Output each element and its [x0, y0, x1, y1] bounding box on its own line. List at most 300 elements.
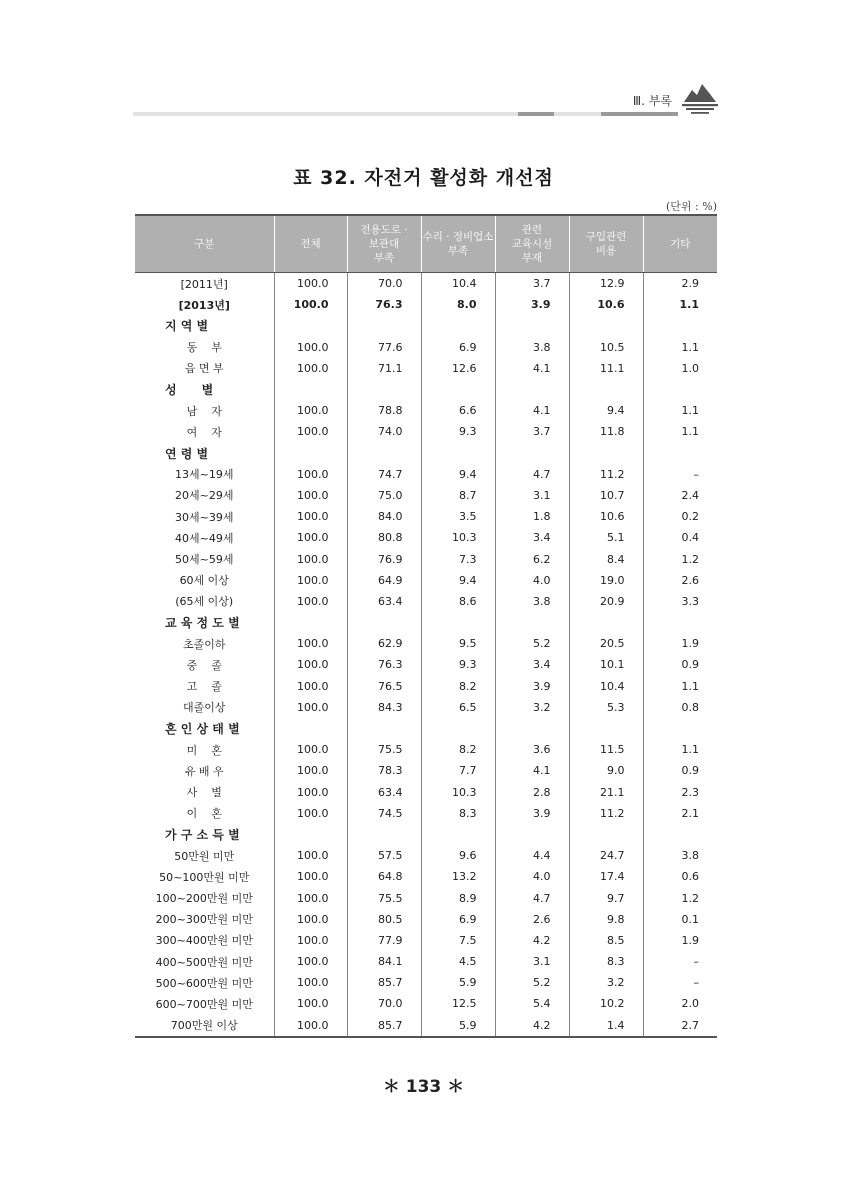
table-cell: 84.0	[347, 506, 421, 527]
table-cell: 100.0	[274, 570, 347, 591]
table-cell: 8.4	[569, 548, 643, 569]
table-cell: 3.1	[495, 951, 569, 972]
table-cell: 0.8	[643, 697, 717, 718]
table-cell: 1.1	[643, 337, 717, 358]
column-header: 관련 교육시설 부재	[495, 215, 569, 273]
table-cell	[347, 612, 421, 633]
table-cell: 2.1	[643, 803, 717, 824]
table-cell: 2.8	[495, 782, 569, 803]
table-cell: 100.0	[274, 782, 347, 803]
table-cell: 100.0	[274, 993, 347, 1014]
table-title: 표 32. 자전거 활성화 개선점	[293, 167, 554, 189]
table-cell: 4.1	[495, 400, 569, 421]
row-label: 초졸이하	[182, 637, 226, 651]
table-cell	[495, 824, 569, 845]
table-cell: 3.8	[643, 845, 717, 866]
table-cell: 21.1	[569, 782, 643, 803]
table-cell: 100.0	[274, 866, 347, 887]
table-cell: 100.0	[274, 337, 347, 358]
table-cell: 1.1	[643, 676, 717, 697]
row-label: 미 혼	[186, 743, 222, 757]
table-row	[135, 294, 717, 315]
table-cell: 6.5	[421, 697, 495, 718]
table-cell: 7.7	[421, 760, 495, 781]
table-cell: 8.3	[421, 803, 495, 824]
table-row	[135, 972, 717, 993]
table-cell: 1.9	[643, 930, 717, 951]
table-cell: 3.9	[495, 294, 569, 315]
column-header: 전체	[274, 215, 347, 273]
column-header: 구입관련 비용	[569, 215, 643, 273]
table-cell: 20.9	[569, 591, 643, 612]
table-cell: –	[643, 464, 717, 485]
table-cell: 70.0	[347, 273, 421, 295]
group-row	[135, 612, 717, 633]
table-cell: 5.2	[495, 633, 569, 654]
table-cell	[495, 379, 569, 400]
table-cell: 6.6	[421, 400, 495, 421]
table-cell: 11.2	[569, 803, 643, 824]
header-row	[135, 215, 717, 273]
table-cell: 1.1	[643, 294, 717, 315]
table-cell: 100.0	[274, 930, 347, 951]
table-cell: 100.0	[274, 548, 347, 569]
table-row	[135, 760, 717, 781]
table-row	[135, 676, 717, 697]
section-label: Ⅲ. 부록	[632, 94, 672, 108]
group-label: 성 별	[165, 383, 214, 398]
table-cell	[347, 443, 421, 464]
table-cell: 4.1	[495, 358, 569, 379]
table-cell: 2.6	[643, 570, 717, 591]
table-row	[135, 739, 717, 760]
table-cell: 6.9	[421, 337, 495, 358]
row-label: 60세 이상	[179, 574, 229, 588]
table-cell: 12.6	[421, 358, 495, 379]
table-cell: 7.5	[421, 930, 495, 951]
table-cell: 2.7	[643, 1015, 717, 1037]
row-label: 고 졸	[186, 680, 222, 694]
table-row	[135, 909, 717, 930]
table-cell: 74.7	[347, 464, 421, 485]
row-label: 50세~59세	[175, 553, 234, 567]
table-cell	[347, 315, 421, 336]
table-cell	[274, 612, 347, 633]
table-cell: 100.0	[274, 654, 347, 675]
table-cell: 10.2	[569, 993, 643, 1014]
group-label: 지 역 별	[165, 319, 209, 334]
table-cell	[643, 612, 717, 633]
table-cell: 62.9	[347, 633, 421, 654]
table-cell: 4.2	[495, 930, 569, 951]
row-label: 이 혼	[186, 807, 222, 821]
table-cell: 64.8	[347, 866, 421, 887]
table-row	[135, 803, 717, 824]
table-cell: 1.9	[643, 633, 717, 654]
table-cell	[347, 379, 421, 400]
table-row	[135, 654, 717, 675]
table-cell: 4.2	[495, 1015, 569, 1037]
table-cell: 1.1	[643, 400, 717, 421]
table-cell: 1.1	[643, 421, 717, 442]
table-cell: 84.1	[347, 951, 421, 972]
table-cell: 76.3	[347, 654, 421, 675]
table-cell: 10.5	[569, 337, 643, 358]
table-cell: 3.8	[495, 337, 569, 358]
table-cell: 5.1	[569, 527, 643, 548]
row-label: 40세~49세	[175, 531, 234, 545]
table-cell: 9.4	[421, 464, 495, 485]
table-cell: 70.0	[347, 993, 421, 1014]
table-cell: 1.0	[643, 358, 717, 379]
header-rule-accent	[601, 112, 678, 116]
table-cell: 100.0	[274, 485, 347, 506]
table-cell: 8.3	[569, 951, 643, 972]
table-cell: 5.4	[495, 993, 569, 1014]
table-row	[135, 951, 717, 972]
table-cell: 11.8	[569, 421, 643, 442]
row-label: 20세~29세	[175, 489, 234, 503]
table-cell: 64.9	[347, 570, 421, 591]
row-label: 여 자	[186, 425, 222, 439]
data-table	[135, 214, 717, 1038]
table-row	[135, 633, 717, 654]
table-cell: 71.1	[347, 358, 421, 379]
table-cell	[569, 443, 643, 464]
table-cell: 3.7	[495, 421, 569, 442]
row-label: 700만원 이상	[135, 1015, 274, 1037]
table-cell	[569, 718, 643, 739]
table-cell: 75.0	[347, 485, 421, 506]
table-row	[135, 697, 717, 718]
table-cell	[569, 612, 643, 633]
table-cell: 8.7	[421, 485, 495, 506]
table-cell: 4.0	[495, 570, 569, 591]
table-cell: 74.0	[347, 421, 421, 442]
row-label: 중 졸	[186, 658, 222, 672]
table-cell	[495, 718, 569, 739]
table-cell: 2.9	[643, 273, 717, 295]
group-label: 가 구 소 득 별	[165, 827, 240, 842]
table-cell: 2.0	[643, 993, 717, 1014]
table-cell: 3.9	[495, 676, 569, 697]
table-cell: 10.3	[421, 527, 495, 548]
table-cell: 9.6	[421, 845, 495, 866]
row-label: 13세~19세	[175, 468, 234, 482]
table-row	[135, 591, 717, 612]
table-cell	[421, 443, 495, 464]
table-cell: 100.0	[274, 464, 347, 485]
row-label: 30세~39세	[175, 510, 234, 524]
table-cell	[421, 379, 495, 400]
table-cell	[643, 718, 717, 739]
table-cell: 75.5	[347, 887, 421, 908]
table-row	[135, 464, 717, 485]
table-cell: 11.1	[569, 358, 643, 379]
table-cell: 3.8	[495, 591, 569, 612]
table-cell: 0.1	[643, 909, 717, 930]
table-cell	[421, 824, 495, 845]
table-cell	[569, 315, 643, 336]
table-cell: 4.4	[495, 845, 569, 866]
mountain-logo-icon	[680, 80, 720, 120]
table-cell: 100.0	[274, 951, 347, 972]
table-cell: 0.4	[643, 527, 717, 548]
table-cell: 100.0	[274, 273, 347, 295]
table-cell: 77.6	[347, 337, 421, 358]
table-cell: 5.2	[495, 972, 569, 993]
table-cell	[643, 379, 717, 400]
table-cell	[569, 379, 643, 400]
table-cell: 24.7	[569, 845, 643, 866]
table-cell: 8.2	[421, 676, 495, 697]
table-cell: 8.6	[421, 591, 495, 612]
table-cell	[495, 612, 569, 633]
table-cell: 3.2	[495, 697, 569, 718]
unit-note: (단위 : %)	[666, 200, 717, 213]
row-label: 남 자	[186, 404, 222, 418]
table-cell	[495, 443, 569, 464]
table-cell: 5.9	[421, 972, 495, 993]
group-row	[135, 718, 717, 739]
table-cell	[347, 824, 421, 845]
table-cell: 10.6	[569, 506, 643, 527]
table-cell: 78.8	[347, 400, 421, 421]
table-cell: 100.0	[274, 909, 347, 930]
table-cell: 10.4	[421, 273, 495, 295]
table-cell: –	[643, 951, 717, 972]
table-cell	[274, 443, 347, 464]
table-cell: 11.5	[569, 739, 643, 760]
column-header: 기타	[643, 215, 717, 273]
table-cell	[274, 824, 347, 845]
table-cell: 1.8	[495, 506, 569, 527]
table-cell: 1.4	[569, 1015, 643, 1037]
table-cell: 8.5	[569, 930, 643, 951]
table-cell: 9.4	[421, 570, 495, 591]
table-cell: 12.5	[421, 993, 495, 1014]
table-cell: 76.9	[347, 548, 421, 569]
table-cell: 100.0	[274, 294, 347, 315]
table-row	[135, 548, 717, 569]
table-cell: 100.0	[274, 421, 347, 442]
table-cell: 8.9	[421, 887, 495, 908]
table-cell: 19.0	[569, 570, 643, 591]
table-cell: 80.8	[347, 527, 421, 548]
table-row	[135, 400, 717, 421]
table-row	[135, 421, 717, 442]
table-cell: 10.6	[569, 294, 643, 315]
table-cell: 100.0	[274, 1015, 347, 1037]
table-cell: 10.4	[569, 676, 643, 697]
header-rule-accent	[518, 112, 554, 116]
column-header: 전용도로 · 보관대 부족	[347, 215, 421, 273]
table-cell: 3.3	[643, 591, 717, 612]
table-cell: 7.3	[421, 548, 495, 569]
row-label: 500~600만원 미만	[155, 976, 253, 990]
table-row	[135, 782, 717, 803]
row-label: [2011년]	[180, 277, 228, 291]
table-cell: 4.1	[495, 760, 569, 781]
table-cell: 8.2	[421, 739, 495, 760]
table-cell: 0.2	[643, 506, 717, 527]
table-cell: 3.4	[495, 527, 569, 548]
table-cell: 4.7	[495, 887, 569, 908]
table-cell: 3.1	[495, 485, 569, 506]
table-cell: 0.9	[643, 760, 717, 781]
table-cell: 4.7	[495, 464, 569, 485]
table-cell: 0.6	[643, 866, 717, 887]
table-cell	[643, 824, 717, 845]
table-cell: 100.0	[274, 845, 347, 866]
table-row	[135, 570, 717, 591]
row-label: 600~700만원 미만	[155, 997, 253, 1011]
table-cell: 4.0	[495, 866, 569, 887]
group-row	[135, 443, 717, 464]
table-row	[135, 993, 717, 1014]
column-header: 구분	[135, 215, 274, 273]
table-row	[135, 358, 717, 379]
table-cell: 1.2	[643, 548, 717, 569]
table-cell: 1.2	[643, 887, 717, 908]
table-cell	[421, 315, 495, 336]
table-cell: 80.5	[347, 909, 421, 930]
row-label: 100~200만원 미만	[155, 892, 253, 906]
group-label: 교 육 정 도 별	[165, 616, 240, 631]
table-cell: 100.0	[274, 400, 347, 421]
table-cell: 63.4	[347, 782, 421, 803]
table-cell	[421, 718, 495, 739]
table-cell: 4.5	[421, 951, 495, 972]
table-cell: 100.0	[274, 527, 347, 548]
table-cell	[495, 315, 569, 336]
table-cell: 1.1	[643, 739, 717, 760]
table-cell: 100.0	[274, 697, 347, 718]
table-cell: 9.3	[421, 421, 495, 442]
row-label: 50~100만원 미만	[159, 870, 250, 884]
table-cell	[347, 718, 421, 739]
table-row	[135, 1015, 717, 1037]
header-rule	[133, 112, 678, 116]
table-cell: 8.0	[421, 294, 495, 315]
table-cell: 13.2	[421, 866, 495, 887]
group-row	[135, 824, 717, 845]
table-cell: 75.5	[347, 739, 421, 760]
table-cell: 100.0	[274, 676, 347, 697]
row-label: [2013년]	[178, 298, 230, 312]
table-cell: 5.3	[569, 697, 643, 718]
table-body	[135, 273, 717, 1037]
table-row	[135, 866, 717, 887]
table-cell: 74.5	[347, 803, 421, 824]
table-cell: 5.9	[421, 1015, 495, 1037]
table-cell: 9.5	[421, 633, 495, 654]
row-label: 400~500만원 미만	[155, 955, 253, 969]
table-cell: 2.4	[643, 485, 717, 506]
table-cell: 10.7	[569, 485, 643, 506]
table-cell: 9.8	[569, 909, 643, 930]
table-cell: 100.0	[274, 739, 347, 760]
row-label: 읍 면 부	[184, 362, 224, 376]
table-row	[135, 930, 717, 951]
table-cell: 100.0	[274, 972, 347, 993]
table-cell: 9.0	[569, 760, 643, 781]
table-cell: 76.3	[347, 294, 421, 315]
table-cell: 84.3	[347, 697, 421, 718]
table-cell: 6.2	[495, 548, 569, 569]
row-label: 유 배 우	[184, 764, 224, 778]
page-number: ＊ 133 ＊	[382, 1077, 465, 1097]
table-cell: 9.3	[421, 654, 495, 675]
table-cell: 85.7	[347, 972, 421, 993]
row-label: 50만원 미만	[174, 849, 235, 863]
row-label: (65세 이상)	[175, 595, 234, 609]
table-cell: 100.0	[274, 803, 347, 824]
table-cell: 100.0	[274, 506, 347, 527]
table-cell: 100.0	[274, 591, 347, 612]
table-cell: 3.5	[421, 506, 495, 527]
table-cell: 6.9	[421, 909, 495, 930]
table-cell: 17.4	[569, 866, 643, 887]
table-cell: 10.3	[421, 782, 495, 803]
table-cell: 78.3	[347, 760, 421, 781]
row-label: 200~300만원 미만	[155, 913, 253, 927]
table-row	[135, 887, 717, 908]
table-cell: 3.7	[495, 273, 569, 295]
table-cell: 63.4	[347, 591, 421, 612]
table-cell: 100.0	[274, 887, 347, 908]
table-cell: 10.1	[569, 654, 643, 675]
table-row	[135, 337, 717, 358]
table-cell: 100.0	[274, 633, 347, 654]
table-row	[135, 527, 717, 548]
table-cell: 3.9	[495, 803, 569, 824]
table-cell: 100.0	[274, 358, 347, 379]
table-cell: 57.5	[347, 845, 421, 866]
table-cell: 77.9	[347, 930, 421, 951]
table-cell	[643, 443, 717, 464]
table-cell	[643, 315, 717, 336]
row-label: 대졸이상	[182, 701, 226, 715]
table-cell: 2.3	[643, 782, 717, 803]
table-cell: 9.4	[569, 400, 643, 421]
table-header	[135, 215, 717, 273]
group-label: 연 령 별	[165, 446, 209, 461]
table-row	[135, 485, 717, 506]
table-cell	[274, 379, 347, 400]
table-cell	[274, 315, 347, 336]
group-row	[135, 379, 717, 400]
table-cell: 3.2	[569, 972, 643, 993]
table-cell: 20.5	[569, 633, 643, 654]
table-cell: 12.9	[569, 273, 643, 295]
group-row	[135, 315, 717, 336]
table-cell	[569, 824, 643, 845]
table-cell: –	[643, 972, 717, 993]
table-row	[135, 273, 717, 295]
group-label: 혼 인 상 태 별	[165, 722, 240, 737]
row-label: 300~400만원 미만	[155, 934, 253, 948]
table-cell: 9.7	[569, 887, 643, 908]
table-cell	[274, 718, 347, 739]
row-label: 동 부	[186, 341, 222, 355]
table-cell: 100.0	[274, 760, 347, 781]
table-cell: 3.6	[495, 739, 569, 760]
table-row	[135, 845, 717, 866]
table-cell: 85.7	[347, 1015, 421, 1037]
table-cell: 3.4	[495, 654, 569, 675]
row-label: 사 별	[186, 786, 222, 800]
